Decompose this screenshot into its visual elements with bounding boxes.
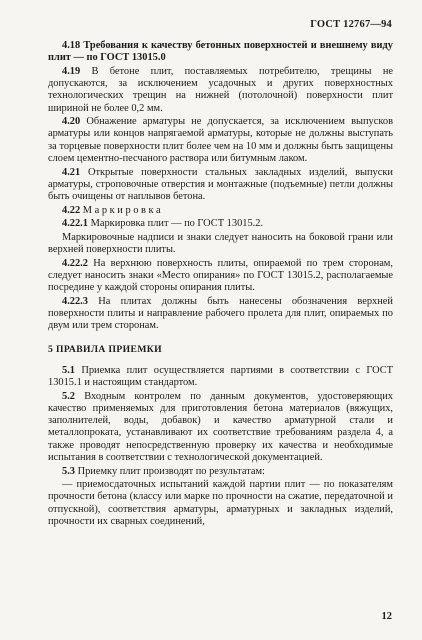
subheading-marking: Маркировка [82,204,164,216]
paragraph-text: Маркировочные надписи и знаки следует наносить на боковой грани или верхней поверхности плиты. [48,232,393,256]
paragraph-number: 4.22.1 [62,218,88,230]
paragraph-4-22 [48,205,393,217]
section-title: 5 ПРАВИЛА ПРИЕМКИ [48,343,163,355]
paragraph-5-1 [48,365,393,389]
paragraph-number: 4.22.3 [62,296,88,308]
paragraph-number: 5.2 [62,390,75,402]
paragraph-number: 5.3 [62,465,75,477]
paragraph-number: 4.19 [62,65,81,77]
paragraph-5-3-item [48,479,393,528]
paragraph-5-2 [48,391,393,464]
paragraph-4-20 [48,116,393,165]
paragraph-number: 4.21 [62,166,81,178]
paragraph-4-21 [48,167,393,204]
paragraph-text: Обнажение арматуры не допускается, за исключением выпусков арматуры или концов напрягаемой арматуры, которые не должны выступать за торцевые поверхности плит более чем на 10 мм и должны быть защищены слоем цементно-песчаного раствора или битумным лаком. [48,116,393,164]
paragraph-text: Маркировка плит — по ГОСТ 13015.2. [90,218,264,230]
paragraph-text: Открытые поверхности стальных закладных изделий, выпуски арматуры, строповочные отверстия и монтажные (подъемные) петли должны быть очищены от наплывов бетона. [48,166,393,202]
page-number: 12 [381,611,392,622]
paragraph-text: На верхнюю поверхность плиты, опирaемой по трем сторонам, следует наносить знаки «Место опирания» по ГОСТ 13015.2, располагаемые посредине у каждой стороны опирания плиты. [48,257,393,294]
paragraph-text: На плитах должны быть нанесены обозначения верхней поверхности плиты и направление рабочего пролета для плит, опираемых по двум или трем сторонам. [48,296,393,332]
paragraph-marking-note [48,232,393,256]
paragraph-text: Входным контролем по данным документов, удостоверяющих качество применяемых для приготовления бетона материалов (вяжущих, заполнителей, воды, добавок) и качество арматурной стали и металлопроката, устанавливают их соответствие требованиям раздела 4, а также проводят непосредственную проверку их качества и необходимые испытания в соответствии с технологической документацией. [48,390,393,463]
paragraph-4-19 [48,66,393,115]
paragraph-4-22-2 [48,258,393,295]
paragraph-text: В бетоне плит, поставляемых потребителю, трещины не допускаются, за исключением усадочных и других поверхностных технологических трещин на нижней (потолочной) поверхности плит шириной не более 0,2 мм. [48,65,393,114]
paragraph-number: 4.18 [62,40,81,51]
paragraph-text: Приемку плит производят по результатам: [77,465,265,477]
paragraph-number: 5.1 [62,364,75,376]
paragraph-4-22-1 [48,218,393,230]
paragraph-4-22-3 [48,296,393,333]
paragraph-text: Требования к качеству бетонных поверхностей и внешнему виду плит — по ГОСТ 13015.0 [48,40,393,64]
paragraph-number: 4.20 [62,116,81,128]
paragraph-text: — приемосдаточных испытаний каждой партии плит — по показателям прочности бетона (классу или марке по прочности на сжатие, передаточной и отпускной), соответствия арматуры, арматурных и закладных изделий, прочности их сварных соединений, [48,479,393,527]
paragraph-text: Приемка плит осуществляется партиями в соответствии с ГОСТ 13015.1 и настоящим стандартом. [48,364,393,389]
paragraph-number: 4.22 [62,204,81,216]
paragraph-5-3 [48,466,393,478]
paragraph-4-18 [48,40,393,64]
paragraph-number: 4.22.2 [62,257,88,269]
document-body [48,40,393,530]
standard-header: ГОСТ 12767—94 [310,19,392,30]
